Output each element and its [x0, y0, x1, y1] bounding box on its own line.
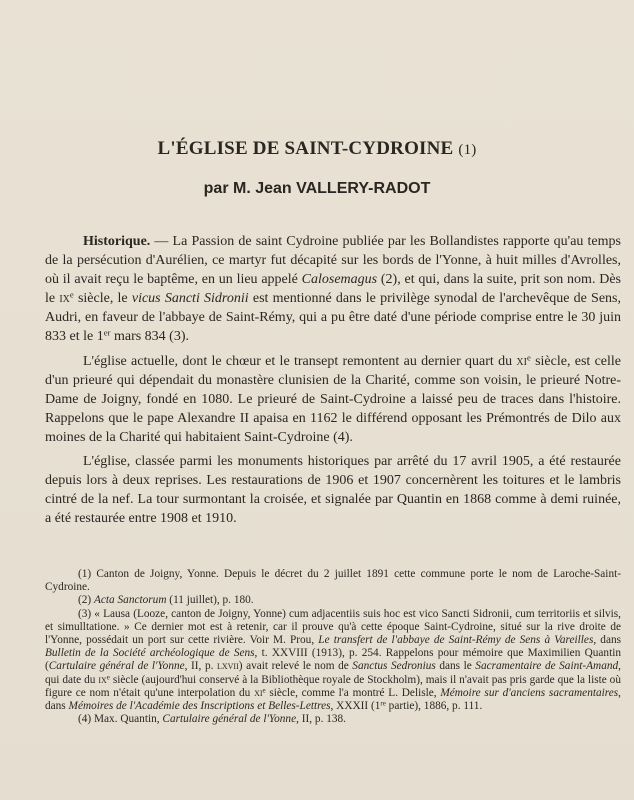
italic-run: Calosemagus — [301, 272, 378, 288]
article-title-text: L'ÉGLISE DE SAINT-CYDROINE — [157, 138, 454, 159]
author-byline: par M. Jean VALLERY-RADOT — [203, 180, 431, 197]
text-run: L'église actuelle, dont le chœur et le transept remontent au dernier quart du — [83, 353, 517, 369]
text-run: siècle, est celle d'un prieuré qui dépendait du monastère clunisien de la Charité, comme son voisin, le prieuré Notre-Dame de Joigny, fondé en 1080. Le prieuré de Saint-Cydroine a laissé peu de traces dans l'histoire. Rappelons que le pape Alexandre II apaisa en 1162 le différend opposant les Prémontrés de Dilo aux moines de la Charité qui habitaient Saint-Cydroine (4). — [45, 353, 621, 445]
text-run: siècle, le — [73, 291, 132, 307]
article-body — [45, 232, 621, 533]
roman-numeral: lxvii — [216, 660, 239, 673]
footnote-2 — [45, 594, 621, 607]
text-run: , II, p. 138. — [296, 713, 346, 726]
text-run: , dans — [45, 686, 621, 713]
text-run: (4) Max. Quantin, — [78, 713, 163, 726]
superscript: er — [103, 328, 111, 339]
italic-run: Sacramentaire de Saint-Amand — [475, 660, 619, 673]
italic-run: Le transfert de l'abbaye de Saint-Rémy de Sens à Vareilles — [318, 634, 594, 647]
text-run: , t. XXVIII (1913), p. 254. Rappelons pour mémoire que Maximilien Quantin ( — [45, 647, 621, 673]
text-run: mars 834 (3). — [110, 329, 190, 345]
text-run: , dans — [593, 634, 622, 647]
title-footnote-ref: (1) — [458, 142, 477, 158]
text-run: est mentionné dans le privilège synodal de l'archevêque de Sens, Audri, en faveur de l'abbaye de Saint-Rémy, qui a pu être daté d'une période comprise entre le 30 juin 833 et le 1 — [45, 291, 621, 345]
footnote-1: (1) Canton de Joigny, Yonne. Depuis le décret du 2 juillet 1891 cette commune porte le nom de Laroche-Saint-Cydroine. — [45, 568, 621, 594]
text-run: , II, p. — [184, 660, 217, 673]
text-run: dans le — [435, 660, 476, 673]
superscript: e — [69, 289, 74, 300]
italic-run: Acta Sanctorum — [94, 594, 167, 607]
text-run: — La Passion de saint Cydroine publiée par les Bollandistes rapporte qu'au temps de la persécution d'Aurélien, ce martyr fut décapité sur les bords de l'Yonne, à huit milles d'Avrolles, où il avait reçu le baptême, en un lieu appelé — [45, 234, 621, 288]
text-run: , qui date du — [45, 660, 621, 686]
italic-run: vicus Sancti Sidronii — [131, 291, 249, 307]
superscript: e — [262, 686, 266, 695]
footnote-4 — [45, 713, 621, 726]
paragraph-restaurations — [45, 452, 621, 528]
italic-run: Bulletin de la Société archéologique de Sens — [45, 647, 255, 660]
italic-run: Cartulaire général de l'Yonne — [162, 713, 297, 726]
superscript: e — [106, 673, 110, 682]
text-run: , XXXII (1 — [330, 700, 381, 713]
text-run: (3) « Lausa (Looze, canton de Joigny, Yonne) cum adjacentiis suis hoc est vico Sancti Sidronii, cum territoriis et silvis, et simulltatione. » Ce dernier mot est à retenir, car il prouve qu'à cette époque Saint-Cydroine, situé sur la rive droite de l'Yonne, possédait un port sur cette rivière. Voir M. Prou, — [45, 607, 621, 647]
paragraph-eglise-actuelle — [45, 352, 621, 447]
text-run: ) avait relevé le nom de — [238, 660, 353, 673]
section-lead: Historique. — [83, 234, 151, 249]
roman-numeral: xi — [254, 686, 263, 699]
text-run: siècle, comme l'a montré L. Delisle, — [265, 686, 441, 699]
roman-numeral: ix — [98, 673, 107, 686]
italic-run: Mémoire sur d'anciens sacramentaires — [440, 686, 619, 699]
text-run: L'église, classée parmi les monuments historiques par arrêté du 17 avril 1905, a été restaurée depuis lors à deux reprises. Les restaurations de 1906 et 1907 concernèrent les toitures et le lambris cintré de la nef. La tour surmontant la croisée, et signalée par Quantin en 1868 comme à demi ruinée, a été restaurée entre 1908 et 1910. — [45, 454, 621, 527]
footnote-number: (2) — [78, 594, 94, 607]
roman-numeral: xi — [516, 353, 527, 369]
article-title — [0, 138, 634, 160]
text-run: (11 juillet), p. 180. — [166, 594, 254, 607]
text-run: partie), 1886, p. 111. — [385, 700, 483, 713]
superscript: re — [380, 699, 386, 708]
footnote-3 — [45, 608, 621, 714]
roman-numeral: ix — [59, 291, 70, 307]
italic-run: Cartulaire général de l'Yonne — [48, 660, 185, 673]
paragraph-historique — [45, 232, 621, 347]
text-run: (2), et qui, dans la suite, prit son nom. Dès le — [45, 272, 621, 307]
superscript: e — [526, 352, 531, 363]
italic-run: Mémoires de l'Académie des Inscriptions et Belles-Lettres — [68, 700, 331, 713]
text-run: siècle (aujourd'hui conservé à la Bibliothèque royale de Stockholm), mais il n'avait pas pris garde que la liste où figure ce nom n'était qu'une interpolation du — [45, 673, 621, 699]
footnotes — [45, 568, 621, 726]
italic-run: Sanctus Sedronius — [352, 660, 436, 673]
